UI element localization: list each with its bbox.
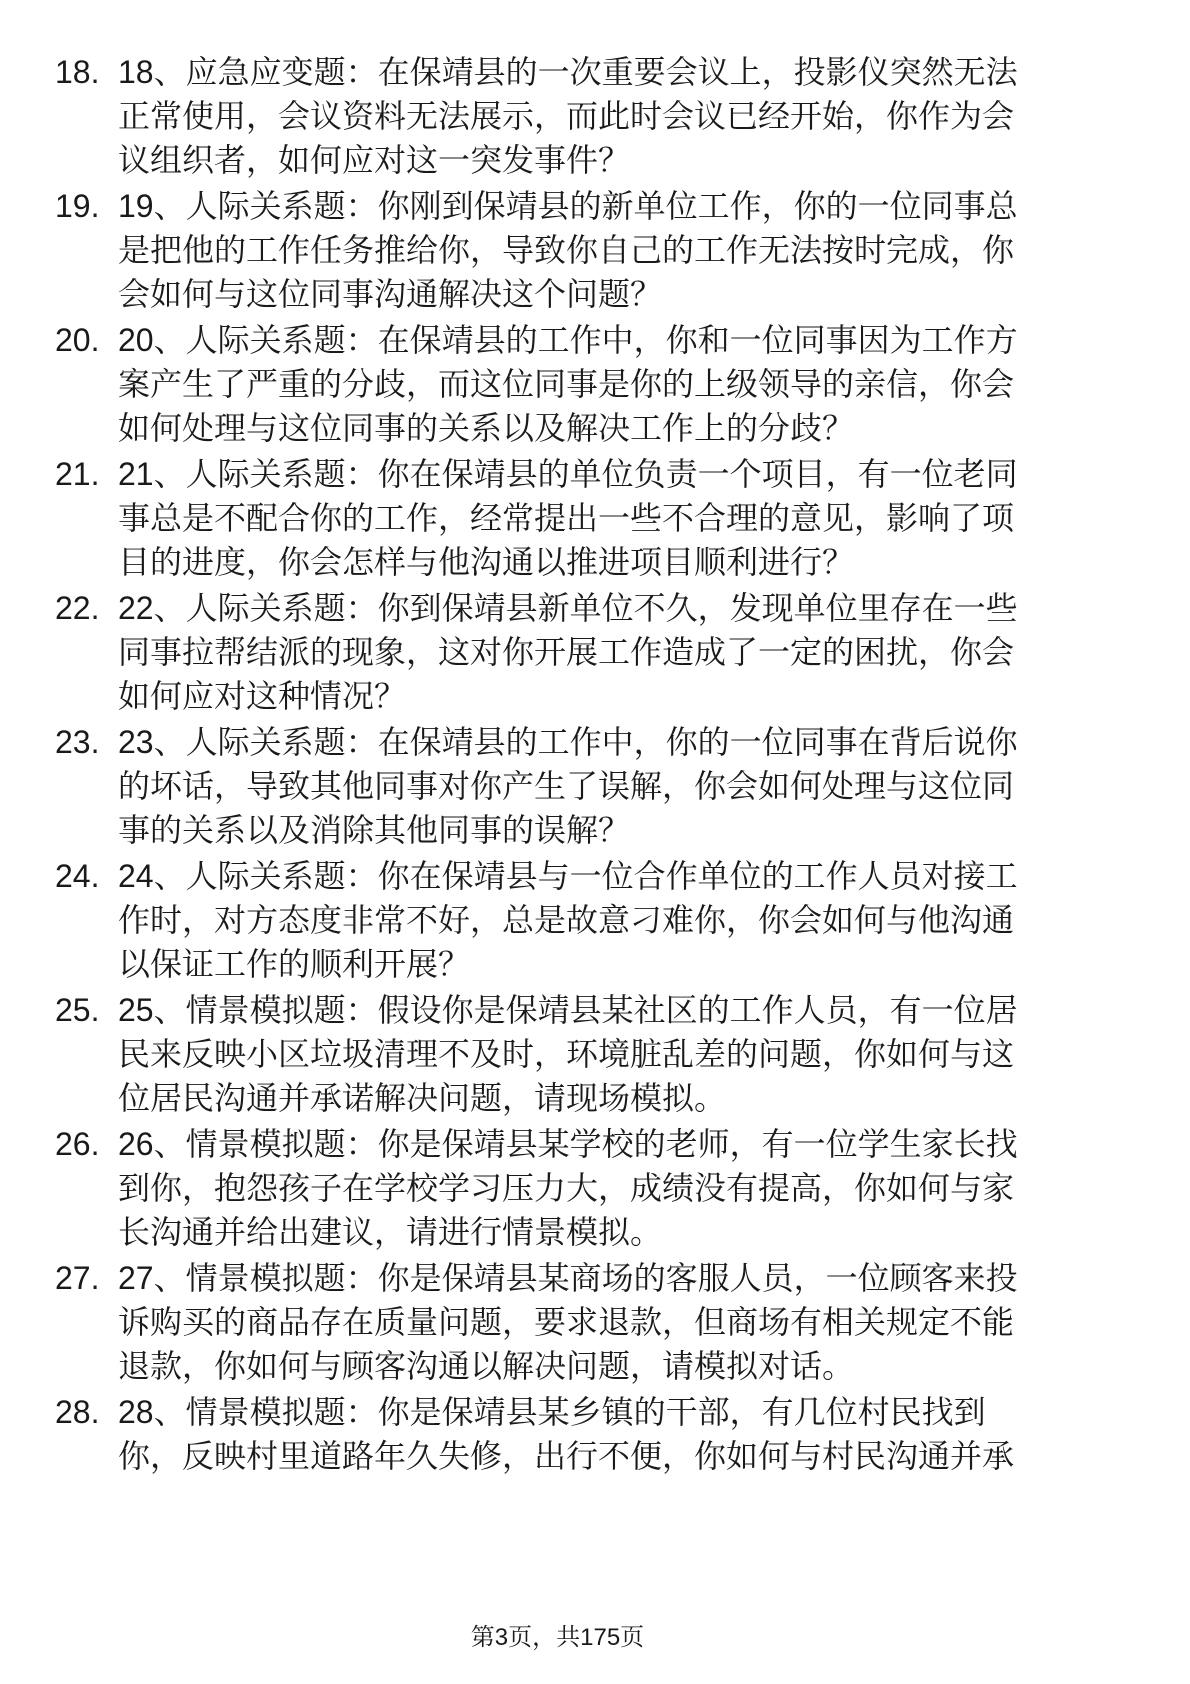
question-number: 28. [55,1394,100,1430]
question-text: 20、人际关系题：在保靖县的工作中，你和一位同事因为工作方案产生了严重的分歧，而这位同事是你的上级领导的亲信，你会如何处理与这位同事的关系以及解决工作上的分歧？ [118,322,1018,446]
question-item-28 [55,1390,1035,1478]
question-number: 23. [55,724,100,760]
question-text: 24、人际关系题：你在保靖县与一位合作单位的工作人员对接工作时，对方态度非常不好，总是故意刁难你，你会如何与他沟通以保证工作的顺利开展？ [118,858,1018,982]
question-text: 22、人际关系题：你到保靖县新单位不久，发现单位里存在一些同事拉帮结派的现象，这对你开展工作造成了一定的困扰，你会如何应对这种情况？ [118,590,1018,714]
question-number: 26. [55,1126,100,1162]
question-number: 22. [55,590,100,626]
question-list [55,50,1035,1480]
question-number: 25. [55,992,100,1028]
question-item-20 [55,318,1035,450]
question-text: 21、人际关系题：你在保靖县的单位负责一个项目，有一位老同事总是不配合你的工作，经常提出一些不合理的意见，影响了项目的进度，你会怎样与他沟通以推进项目顺利进行？ [118,456,1018,580]
question-number: 24. [55,858,100,894]
question-item-26 [55,1122,1035,1254]
question-number: 18. [55,54,100,90]
question-item-23 [55,720,1035,852]
question-text: 23、人际关系题：在保靖县的工作中，你的一位同事在背后说你的坏话，导致其他同事对你产生了误解，你会如何处理与这位同事的关系以及消除其他同事的误解？ [118,724,1018,848]
question-item-25 [55,988,1035,1120]
question-text: 18、应急应变题：在保靖县的一次重要会议上，投影仪突然无法正常使用，会议资料无法展示，而此时会议已经开始，你作为会议组织者，如何应对这一突发事件？ [118,54,1018,178]
question-text: 27、情景模拟题：你是保靖县某商场的客服人员，一位顾客来投诉购买的商品存在质量问题，要求退款，但商场有相关规定不能退款，你如何与顾客沟通以解决问题，请模拟对话。 [118,1260,1018,1384]
page-indicator: 第3页，共175页 [470,1624,645,1651]
question-text: 19、人际关系题：你刚到保靖县的新单位工作，你的一位同事总是把他的工作任务推给你，导致你自己的工作无法按时完成，你会如何与这位同事沟通解决这个问题？ [118,188,1018,312]
question-item-19 [55,184,1035,316]
question-item-18 [55,50,1035,182]
question-number: 19. [55,188,100,224]
question-item-27 [55,1256,1035,1388]
question-text: 28、情景模拟题：你是保靖县某乡镇的干部，有几位村民找到你，反映村里道路年久失修，出行不便，你如何与村民沟通并承 [118,1394,1015,1474]
question-text: 26、情景模拟题：你是保靖县某学校的老师，有一位学生家长找到你，抱怨孩子在学校学习压力大，成绩没有提高，你如何与家长沟通并给出建议，请进行情景模拟。 [118,1126,1018,1250]
question-item-21 [55,452,1035,584]
question-text: 25、情景模拟题：假设你是保靖县某社区的工作人员，有一位居民来反映小区垃圾清理不及时，环境脏乱差的问题，你如何与这位居民沟通并承诺解决问题，请现场模拟。 [118,992,1018,1116]
question-number: 20. [55,322,100,358]
question-number: 27. [55,1260,100,1296]
question-number: 21. [55,456,100,492]
question-item-24 [55,854,1035,986]
question-item-22 [55,586,1035,718]
